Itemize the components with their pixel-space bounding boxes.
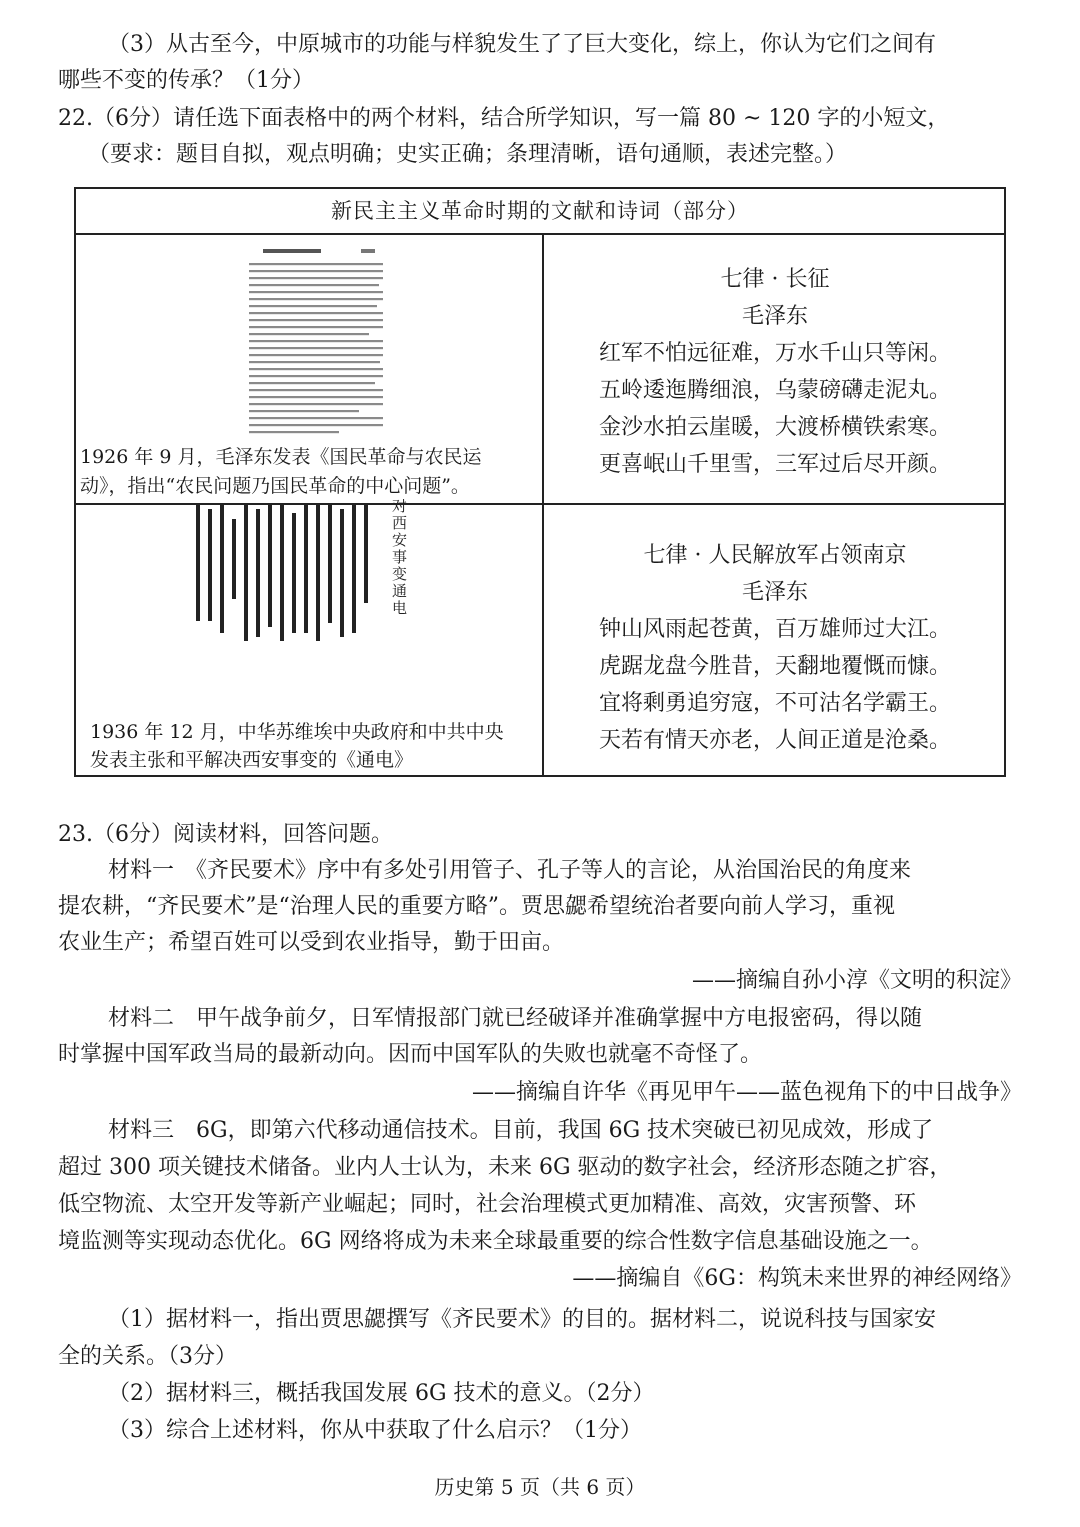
q23-3: （3）综合上述材料，你从中获取了什么启示？（1分） <box>108 1418 642 1443</box>
poem-line: 钟山风雨起苍黄，百万雄师过大江。 <box>598 617 951 642</box>
document-image-1926 <box>241 241 391 446</box>
material2-source: ——摘编自许华《再见甲午——蓝色视角下的中日战争》 <box>471 1080 1022 1105</box>
poem-line: 金沙水拍云崖暖，大渡桥横铁索寒。 <box>598 415 951 440</box>
poem-line: 红军不怕远征难，万水千山只等闲。 <box>598 341 951 366</box>
material3-line: 材料三 6G，即第六代移动通信技术。目前，我国 6G 技术突破已初见成效，形成了 <box>108 1118 934 1143</box>
caption-1926-line2: 动》，指出“农民问题乃国民革命的中心问题”。 <box>80 475 470 497</box>
q23-2: （2）据材料三，概括我国发展 6G 技术的意义。（2分） <box>108 1381 655 1406</box>
q21-3-line1: （3）从古至今，中原城市的功能与样貌发生了了巨大变化，综上，你认为它们之间有 <box>108 32 936 57</box>
q22-line1: 22.（6分）请任选下面表格中的两个材料，结合所学知识，写一篇 80 ~ 120 字的小短文， <box>58 106 950 131</box>
materials-table <box>74 187 1006 777</box>
material1-line: 农业生产；希望百姓可以受到农业指导，勤于田亩。 <box>58 930 565 955</box>
page-footer: 历史第 5 页（共 6 页） <box>434 1475 646 1499</box>
poem-title: 七律 · 人民解放军占领南京 <box>643 543 907 568</box>
poem-line: 五岭逶迤腾细浪，乌蒙磅礴走泥丸。 <box>598 378 951 403</box>
poem-line: 虎踞龙盘今胜昔，天翻地覆慨而慷。 <box>598 654 951 679</box>
poem-author: 毛泽东 <box>741 304 808 329</box>
poem-nanjing <box>544 537 1006 759</box>
material1-source: ——摘编自孙小淳《文明的积淀》 <box>691 968 1022 993</box>
table-header: 新民主主义革命时期的文献和诗词（部分） <box>76 189 1004 235</box>
poem-line: 天若有情天亦老，人间正道是沧桑。 <box>598 728 951 753</box>
material1-line: 提农耕，“齐民要术”是“治理人民的重要方略”。贾思勰希望统治者要向前人学习，重视 <box>58 894 895 919</box>
material3-line: 低空物流、太空开发等新产业崛起；同时，社会治理模式更加精准、高效，灾害预警、环 <box>58 1192 917 1217</box>
material2-line: 材料二 甲午战争前夕，日军情报部门就已经破译并准确掌握中方电报密码，得以随 <box>108 1006 923 1031</box>
q23-heading: 23.（6分）阅读材料，回答问题。 <box>58 822 393 847</box>
poem-line: 更喜岷山千里雪，三军过后尽开颜。 <box>598 452 951 477</box>
poem-line: 宜将剩勇追穷寇，不可沽名学霸王。 <box>598 691 951 716</box>
caption-1926-line1: 1926 年 9 月，毛泽东发表《国民革命与农民运 <box>80 446 482 468</box>
caption-1936-line1: 1936 年 12 月，中华苏维埃中央政府和中共中央 <box>90 721 504 743</box>
document-image-1936 <box>186 499 426 649</box>
poem-changzheng <box>544 261 1006 483</box>
caption-1936-line2: 发表主张和平解决西安事变的《通电》 <box>90 749 414 771</box>
material3-source: ——摘编自《6G：构筑未来世界的神经网络》 <box>572 1266 1022 1291</box>
material1-line: 材料一 《齐民要术》序中有多处引用管子、孔子等人的言论，从治国治民的角度来 <box>108 858 912 883</box>
q21-3-line2: 哪些不变的传承？（1分） <box>58 68 314 93</box>
tongdian-vertical-title: 对西安事变通电 <box>392 499 408 617</box>
q23-1-line1: （1）据材料一，指出贾思勰撰写《齐民要术》的目的。据材料二，说说科技与国家安 <box>108 1307 936 1332</box>
poem-author: 毛泽东 <box>741 580 808 605</box>
poem-title: 七律 · 长征 <box>720 267 830 292</box>
q22-line2: （要求：题目自拟，观点明确；史实正确；条理清晰，语句通顺，表述完整。） <box>88 142 848 167</box>
material2-line: 时掌握中国军政当局的最新动向。因而中国军队的失败也就毫不奇怪了。 <box>58 1042 763 1067</box>
q23-1-line2: 全的关系。（3分） <box>58 1344 237 1369</box>
material3-line: 境监测等实现动态优化。6G 网络将成为未来全球最重要的综合性数字信息基础设施之一。 <box>58 1229 933 1254</box>
material3-line: 超过 300 项关键技术储备。业内人士认为，未来 6G 驱动的数字社会，经济形态随之扩容， <box>58 1155 952 1180</box>
